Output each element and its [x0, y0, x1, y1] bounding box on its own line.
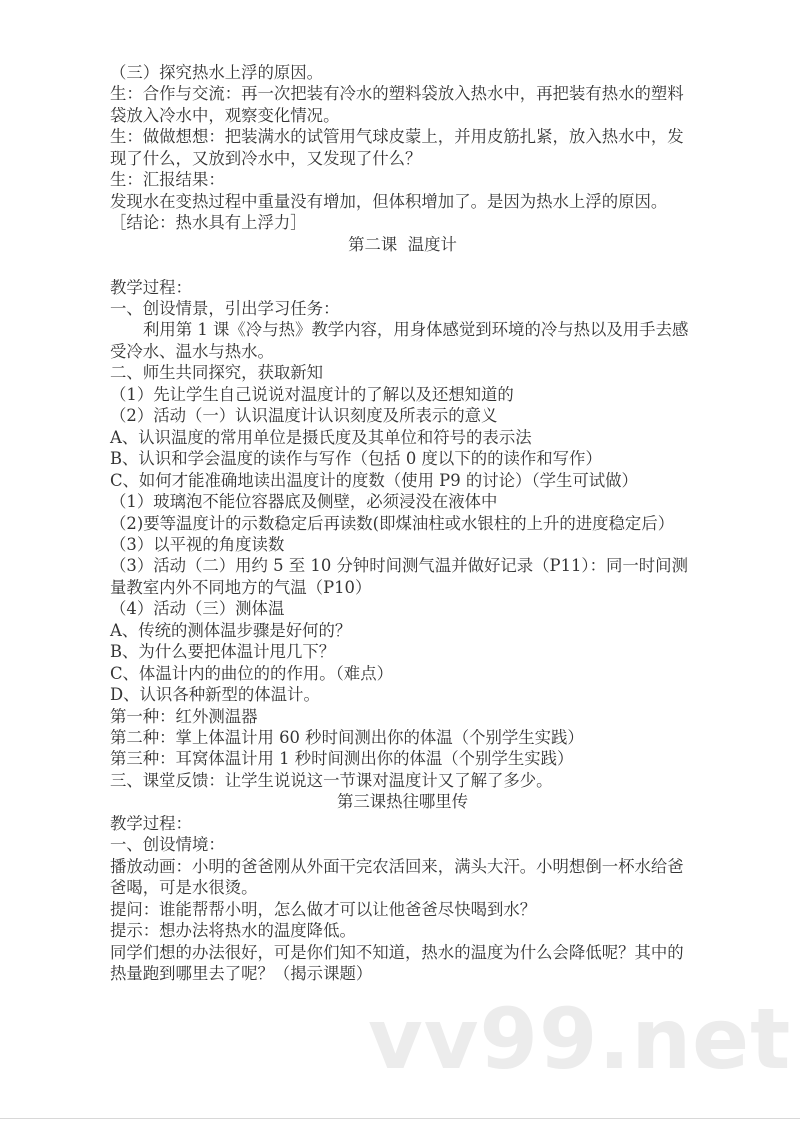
text-line: （1）先让学生自己说说对温度计的了解以及还想知道的: [110, 384, 514, 404]
document-page: [110, 62, 695, 984]
text-line: 生：合作与交流：再一次把装有冷水的塑料袋放入热水中，再把装有热水的塑料: [110, 84, 684, 104]
text-line: C、如何才能准确地读出温度计的度数（使用 P9 的讨论）（学生可试做）: [110, 470, 638, 490]
text-line: 现了什么，又放到冷水中，又发现了什么？: [110, 148, 422, 168]
text-line: 生：汇报结果：: [110, 170, 225, 190]
text-line: 三、课堂反馈：让学生说说这一节课对温度计又了解了多少。: [110, 770, 553, 790]
text-line: 提问：谁能帮帮小明，怎么做才可以让他爸爸尽快喝到水？: [110, 899, 537, 919]
text-line: （2)要等温度计的示数稳定后再读数(即煤油柱或水银柱的上升的进度稳定后）: [110, 513, 675, 533]
text-line: （2）活动（一）认识温度计认识刻度及所表示的意义: [110, 406, 498, 426]
text-line: 第三种：耳窝体温计用 1 秒时间测出你的体温（个别学生实践）: [110, 749, 574, 769]
text-line: 发现水在变热过程中重量没有增加，但体积增加了。是因为热水上浮的原因。: [110, 191, 668, 211]
lesson2-title: 第二课 温度计: [348, 234, 457, 254]
text-line: 播放动画：小明的爸爸刚从外面干完农活回来，满头大汗。小明想倒一杯水给爸: [110, 856, 684, 876]
text-line: 生：做做想想：把装满水的试管用气球皮蒙上，并用皮筋扎紧，放入热水中，发: [110, 127, 684, 147]
text-line: A、传统的测体温步骤是好何的？: [110, 620, 352, 640]
text-line: 利用第 1 课《冷与热》教学内容，用身体感觉到环境的冷与热以及用手去感: [143, 320, 689, 340]
text-line: B、为什么要把体温计甩几下？: [110, 642, 336, 662]
text-line: （4）活动（三）测体温: [110, 599, 285, 619]
page-bottom-divider: [0, 1118, 800, 1119]
text-line: （三）探究热水上浮的原因。: [110, 63, 324, 82]
text-line: 同学们想的办法很好，可是你们知不知道，热水的温度为什么会降低呢？其中的: [110, 942, 684, 962]
text-line: C、体温计内的曲位的的作用。（难点）: [110, 663, 393, 683]
text-line: 教学过程：: [110, 813, 192, 833]
text-line: 提示：想办法将热水的温度降低。: [110, 921, 356, 941]
text-line: 第一种：红外测温器: [110, 706, 258, 726]
text-line: （3）活动（二）用约 5 至 10 分钟时间测气温并做好记录（P11）：同一时间测: [110, 556, 688, 576]
text-line: 一、创设情境：: [110, 835, 225, 855]
text-line: B、认识和学会温度的读作与写作（包括 0 度以下的的读作和写作）: [110, 449, 602, 469]
text-line: 二、师生共同探究，获取新知: [110, 363, 324, 383]
text-line: 第二种：掌上体温计用 60 秒时间测出你的体温（个别学生实践）: [110, 728, 584, 748]
section-hot-water-float: [110, 62, 695, 234]
text-line: （3）以平视的角度读数: [110, 534, 285, 554]
text-line: 受冷水、温水与热水。: [110, 341, 274, 361]
text-line: D、认识各种新型的体温计。: [110, 685, 320, 705]
text-line: 爸喝，可是水很烫。: [110, 878, 258, 898]
text-line: 一、创设情景，引出学习任务：: [110, 298, 340, 318]
text-line: （1）玻璃泡不能位容器底及侧壁，必须浸没在液体中: [110, 492, 498, 512]
section-thermometer: [110, 277, 695, 792]
section-heat-transfer: [110, 813, 695, 985]
text-line: 袋放入冷水中，观察变化情况。: [110, 105, 340, 125]
watermark: vv99.net: [368, 990, 792, 1088]
text-line: 热量跑到哪里去了呢？（揭示课题）: [110, 964, 373, 984]
text-line: 教学过程：: [110, 277, 192, 297]
blank-line: [110, 255, 695, 276]
text-line: A、认识温度的常用单位是摄氏度及其单位和符号的表示法: [110, 427, 532, 447]
text-line: 量教室内外不同地方的气温（P10）: [110, 577, 372, 597]
text-line: ［结论：热水具有上浮力］: [110, 213, 307, 233]
lesson3-title: 第三课热往哪里传: [336, 792, 469, 812]
